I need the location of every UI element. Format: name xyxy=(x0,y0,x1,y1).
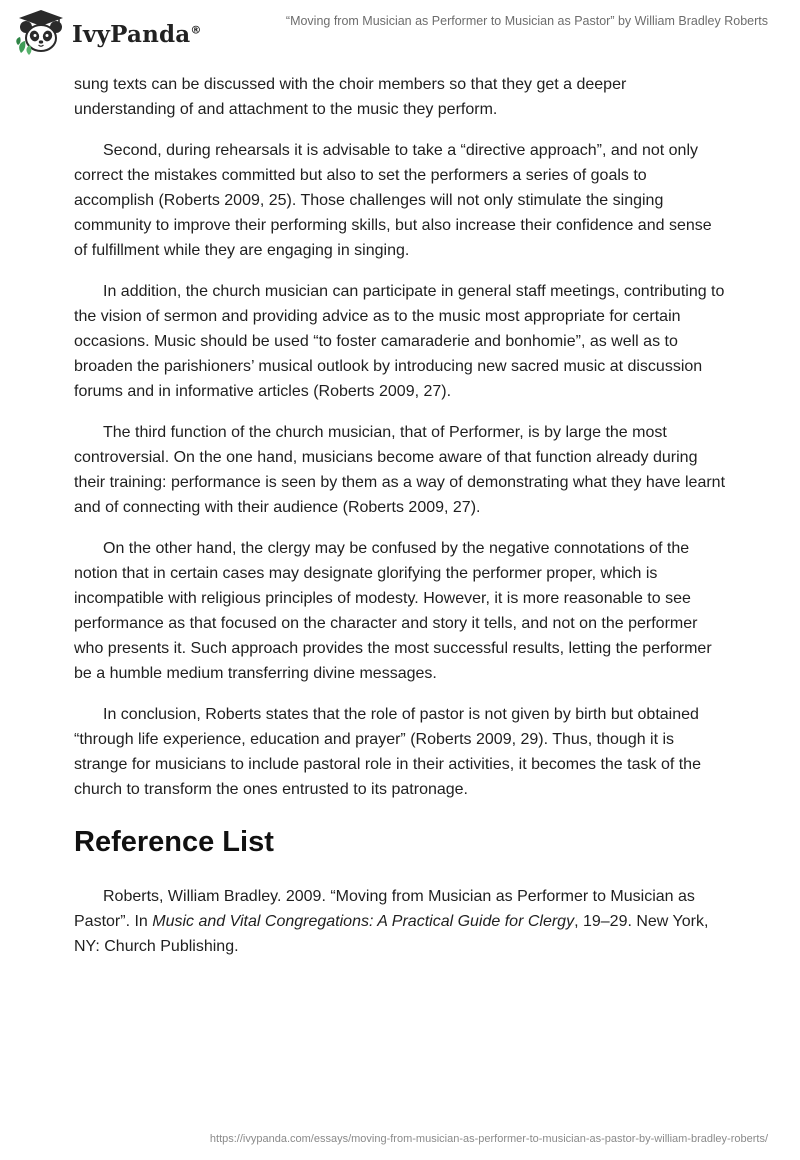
document-title: “Moving from Musician as Performer to Musician as Pastor” by William Bradley Roberts xyxy=(285,14,768,28)
paragraph-conclusion: In conclusion, Roberts states that the role of pastor is not given by birth but obtained “through life experience, education and prayer” (Roberts 2009, 29). Thus, though it is strange for musicians to include pastoral role in their activities, it becomes the task of the church to transform the ones entrusted to its patronage. xyxy=(74,706,701,798)
reference-list-heading: Reference List xyxy=(74,826,274,858)
panda-graduate-icon xyxy=(14,9,68,57)
reference-publication-info: , 19–29. New York, NY: Church Publishing. xyxy=(74,913,709,955)
paragraph-staff-meetings: In addition, the church musician can participate in general staff meetings, contributing to the vision of sermon and providing advice as to the music most appropriate for certain occasions. Music should be used “to foster camaraderie and bonhomie”, as well as to broaden the parishioners’ musical outlook by introducing new sacred music at discussion forums and in informative articles (Roberts 2009, 27). xyxy=(74,283,725,400)
paragraph-continuation: sung texts can be discussed with the choir members so that they get a deeper understanding of and attachment to the music they perform. xyxy=(74,76,627,118)
paragraph-directive-approach: Second, during rehearsals it is advisable to take a “directive approach”, and not only correct the mistakes committed but also to set the performers a series of goals to accomplish (Roberts 2009, 25). Those challenges will not only stimulate the singing community to improve their performing skills, but also increase their confidence and sense of fulfillment while they are engaging in singing. xyxy=(74,142,712,259)
source-url[interactable]: https://ivypanda.com/essays/moving-from-musician-as-performer-to-musician-as-pastor-by-william-bradley-roberts/ xyxy=(209,1133,768,1145)
ivypanda-logo[interactable] xyxy=(14,8,204,58)
paragraph-performer-function: The third function of the church musician, that of Performer, is by large the most controversial. On the one hand, musicians become aware of that function already during their training: performance is seen by them as a way of demonstrating what they have learnt and of connecting with their audience (Roberts 2009, 27). xyxy=(74,424,726,516)
brand-name: IvyPanda® xyxy=(72,20,202,48)
registered-mark: ® xyxy=(190,22,202,36)
reference-authors-and-chapter: Roberts, William Bradley. 2009. “Moving from Musician as Performer to Musician as Pastor”. In xyxy=(74,888,695,930)
paragraph-clergy-confusion: On the other hand, the clergy may be confused by the negative connotations of the notion that in certain cases may designate glorifying the performer proper, which is incompatible with religious principles of modesty. However, it is more reasonable to see performance as that focused on the character and story it tells, and not on the performer who presents it. Such approach provides the most successful results, letting the performer be a humble medium transferring divine messages. xyxy=(74,540,712,682)
essay-content xyxy=(74,72,729,959)
page-header xyxy=(0,0,800,66)
reference-book-title: Music and Vital Congregations: A Practical Guide for Clergy xyxy=(152,913,575,930)
reference-entry xyxy=(74,884,729,959)
